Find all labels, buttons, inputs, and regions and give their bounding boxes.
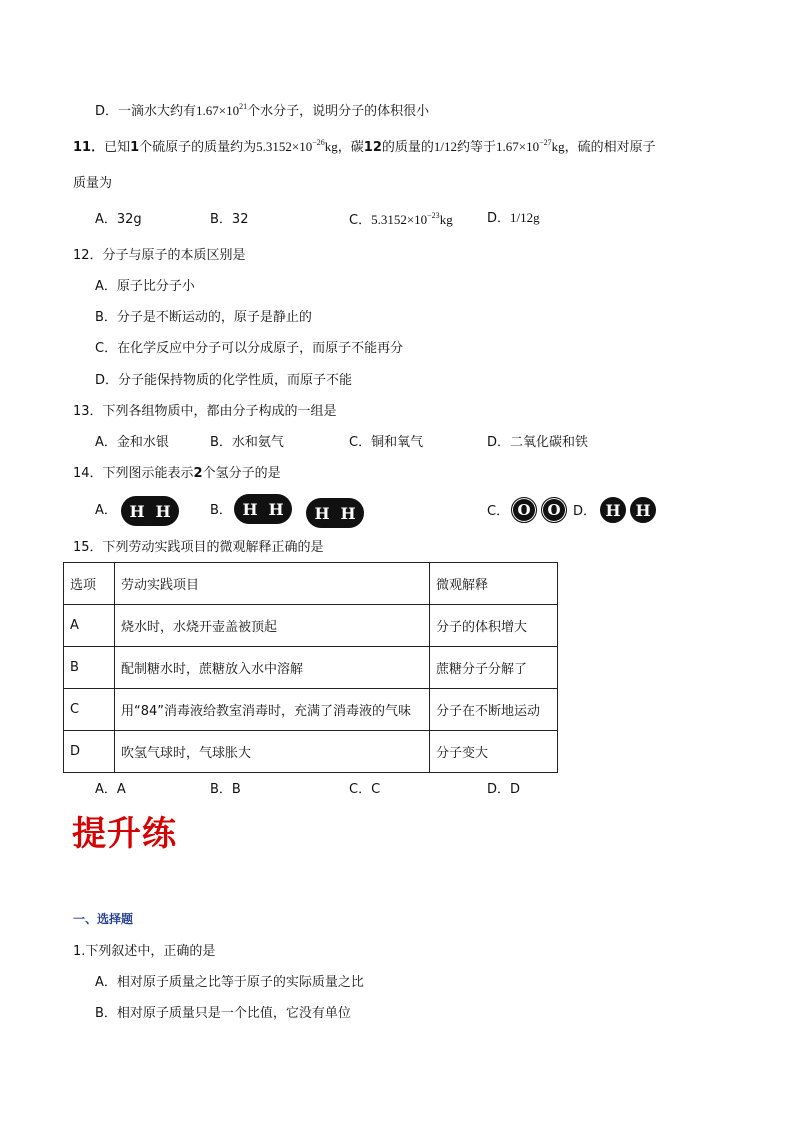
q12-option-d: D．分子能保持物质的化学性质，而原子不能 [95, 373, 353, 388]
oxygen-atom: O [511, 497, 537, 523]
hydrogen-atom: H [237, 496, 263, 522]
q15-stem: 15．下列劳动实践项目的微观解释正确的是 [73, 540, 324, 555]
q12-stem: 12．分子与原子的本质区别是 [73, 248, 246, 263]
q14-option-b-molecule-1 [234, 494, 292, 524]
hydrogen-atom: H [309, 500, 335, 526]
table-cell: A [64, 605, 115, 647]
q14-stem: 14．下列图示能表示2个氢分子的是 [73, 466, 281, 481]
q14-option-a-label: A． [95, 503, 117, 518]
hydrogen-atom: H [600, 497, 626, 523]
q13-option-a: A．金和水银 [95, 435, 169, 450]
q10-option-d: D．一滴水大约有$1.67\times 10^{21}$个水分子，说明分子的体积很小 [95, 102, 430, 119]
q13-stem: 13．下列各组物质中，都由分子构成的一组是 [73, 404, 337, 419]
q12-option-b: B．分子是不断运动的，原子是静止的 [95, 310, 312, 325]
table-cell: 吹氢气球时，气球胀大 [115, 731, 430, 773]
q13-option-c: C．铜和氧气 [349, 435, 424, 450]
q13-option-b: B．水和氨气 [210, 435, 284, 450]
q11-stem-line2: 质量为 [73, 176, 113, 191]
q11-option-a: A．32g [95, 212, 142, 227]
hydrogen-atom: H [263, 496, 289, 522]
table-cell: 配制糖水时，蔗糖放入水中溶解 [115, 647, 430, 689]
q14-option-b-label: B． [210, 503, 232, 518]
table-header-cell: 选项 [64, 563, 115, 605]
oxygen-atom: O [541, 497, 567, 523]
table-cell: C [64, 689, 115, 731]
table-cell: D [64, 731, 115, 773]
table-row [64, 605, 558, 647]
table-header-row [64, 563, 558, 605]
q14-option-c-molecule [511, 497, 567, 523]
p1-option-a: A．相对原子质量之比等于原子的实际质量之比 [95, 975, 364, 990]
q11-stem-line1: 11．已知1个硫原子的质量约为$5.3152\times 10^{-26}kg$，碳12的质量的1/12约等于$1.67\times 10^{-27}kg$，硫的相对原子 [73, 138, 656, 155]
table-cell: 用“84”消毒液给教室消毒时，充满了消毒液的气味 [115, 689, 430, 731]
q11-option-d: D．1/12g [487, 210, 540, 226]
q15-option-a: A．A [95, 782, 126, 797]
section-heading: 提升练 [72, 814, 177, 854]
q15-option-b: B．B [210, 782, 241, 797]
q14-option-a-molecule [121, 496, 179, 526]
table-cell: 烧水时，水烧开壶盖被顶起 [115, 605, 430, 647]
q15-table [63, 562, 558, 773]
q12-option-a: A．原子比分子小 [95, 279, 195, 294]
q14-option-b-molecule-2 [306, 498, 364, 528]
hydrogen-atom: H [630, 497, 656, 523]
table-cell: 分子的体积增大 [430, 605, 558, 647]
hydrogen-atom: H [335, 500, 361, 526]
p1-option-b: B．相对原子质量只是一个比值，它没有单位 [95, 1006, 351, 1021]
table-row [64, 647, 558, 689]
table-header-cell: 劳动实践项目 [115, 563, 430, 605]
q13-option-d: D．二氧化碳和铁 [487, 435, 589, 450]
table-header-cell: 微观解释 [430, 563, 558, 605]
table-cell: 分子在不断地运动 [430, 689, 558, 731]
q15-option-c: C．C [349, 782, 381, 797]
q11-option-b: B．32 [210, 212, 249, 227]
p1-stem: 1.下列叙述中，正确的是 [73, 944, 216, 959]
q11-option-c: C．$5.3152\times 10^{-23}kg$ [349, 211, 453, 228]
q14-option-d-molecule [600, 497, 656, 523]
q14-option-c-label: C． [487, 504, 510, 519]
q14-option-d-label: D． [573, 504, 597, 519]
table-cell: 蔗糖分子分解了 [430, 647, 558, 689]
hydrogen-atom: H [150, 498, 176, 524]
table-cell: 分子变大 [430, 731, 558, 773]
table-row [64, 731, 558, 773]
table-cell: B [64, 647, 115, 689]
table-row [64, 689, 558, 731]
q12-option-c: C．在化学反应中分子可以分成原子，而原子不能再分 [95, 341, 404, 356]
section-subtitle: 一、选择题 [73, 912, 134, 926]
hydrogen-atom: H [124, 498, 150, 524]
q15-option-d: D．D [487, 782, 521, 797]
